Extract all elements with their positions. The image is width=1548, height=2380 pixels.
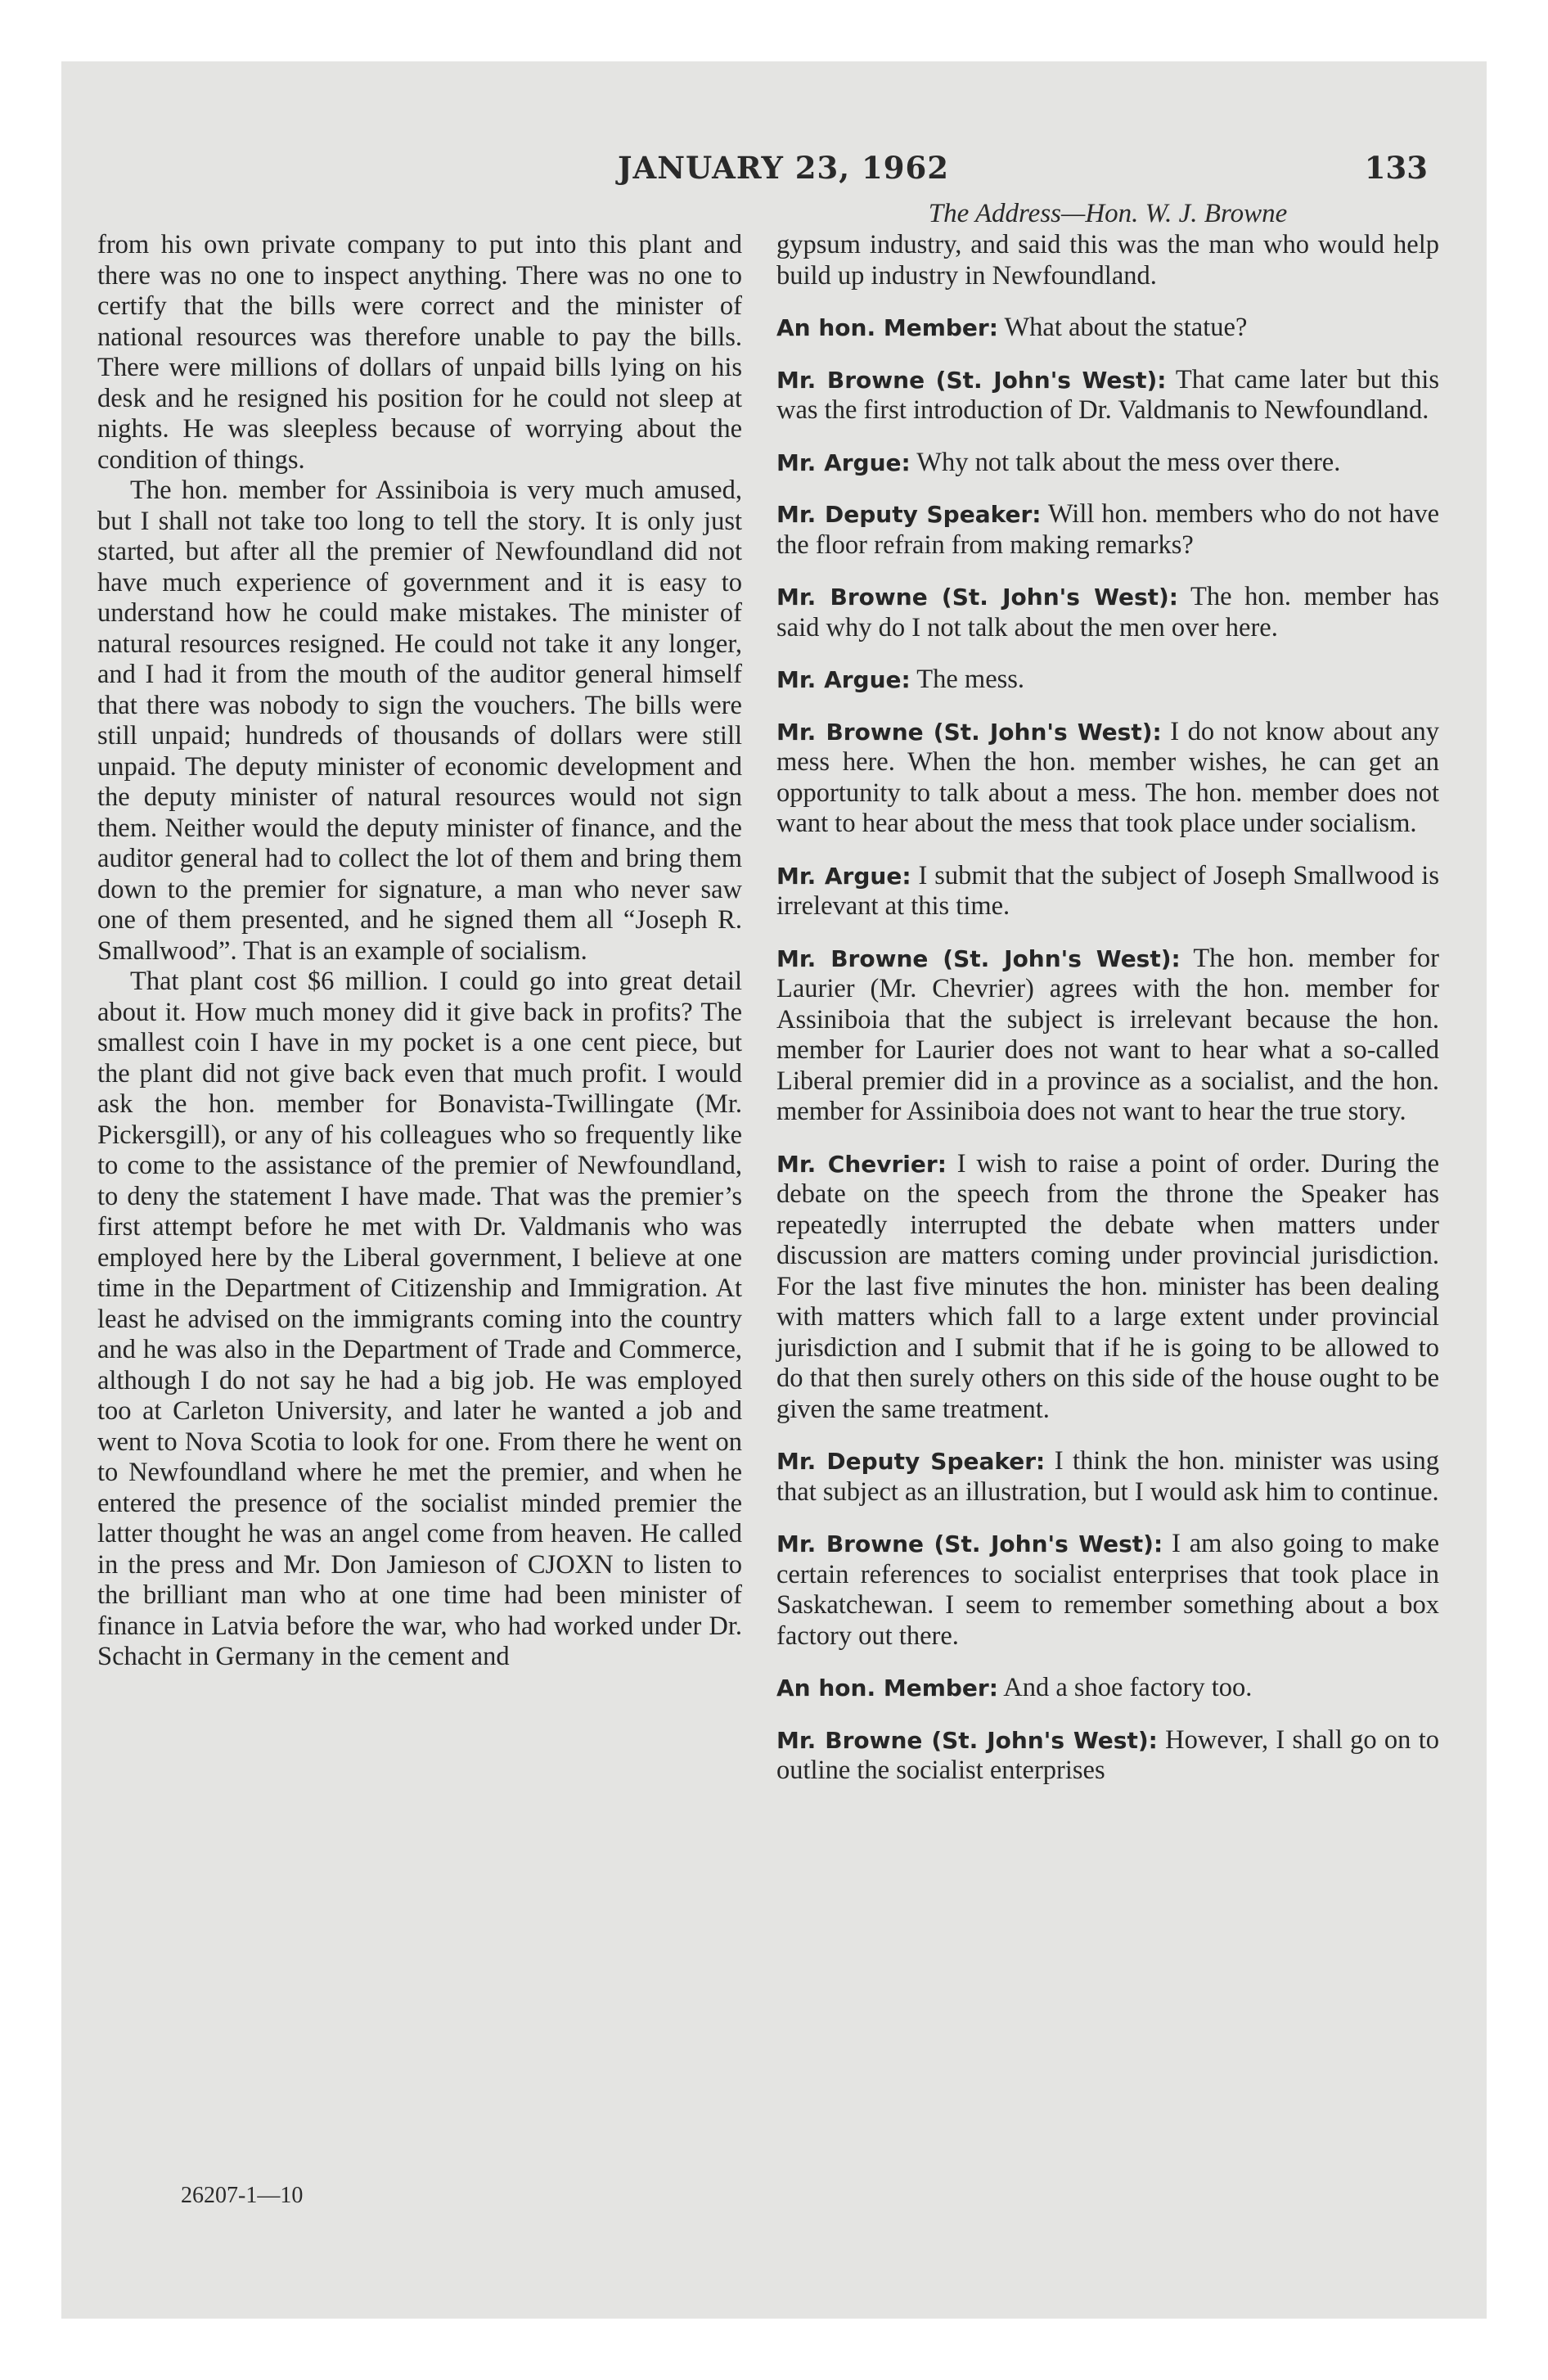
speech-text: However, I shall go on to outline the socialist enterprises xyxy=(776,1724,1440,1785)
speech-paragraph xyxy=(776,1529,1439,1652)
speaker-name: Mr. Deputy Speaker: xyxy=(776,1448,1046,1475)
speech-text: I wish to raise a point of order. During the debate on the speech from the throne the Speaker has repeatedly interrupted the debate when matters under discussion are matters coming under provincial jurisdiction. For the last five minutes the hon. minister has been dealing with matters which fall to a large extent under provincial jurisdiction and I submit that if he is going to be allowed to do that then surely others on this side of the house ought to be given the same treatment. xyxy=(776,1148,1439,1424)
signature-mark: 26207-1—10 xyxy=(181,2183,304,2208)
speaker-name: An hon. Member: xyxy=(776,314,998,341)
speaker-name: Mr. Browne (St. John's West): xyxy=(776,1530,1163,1557)
document-page xyxy=(61,61,1487,2319)
speech-text: What about the statue? xyxy=(1004,313,1248,342)
speech-text: The hon. member has said why do I not talk about the men over here. xyxy=(776,582,1440,642)
speech-paragraph xyxy=(776,448,1439,479)
running-head: The Address—Hon. W. J. Browne xyxy=(928,199,1288,228)
speech-text: The mess. xyxy=(916,665,1025,694)
speech-paragraph xyxy=(776,1725,1439,1787)
speech-paragraph xyxy=(776,861,1439,922)
speech-text: The hon. member for Laurier (Mr. Chevrier) agrees with the hon. member for Assiniboia that the subject is irrelevant because the hon. member for Laurier does not want to hear what a so-called Liberal premier did in a province as a socialist, and the hon. member for Assiniboia does not want to hear the true story. xyxy=(776,943,1440,1126)
speaker-name: Mr. Argue: xyxy=(776,666,911,693)
right-column xyxy=(776,230,1439,1808)
speaker-name: Mr. Browne (St. John's West): xyxy=(776,944,1181,972)
speech-paragraph xyxy=(776,665,1439,696)
speaker-name: An hon. Member: xyxy=(776,1675,998,1702)
page-header xyxy=(61,150,1487,186)
paragraph-text: gypsum industry, and said this was the man who would help build up industry in Newfoundland. xyxy=(776,230,1439,291)
speech-paragraph xyxy=(776,1446,1439,1508)
left-paragraph-2: The hon. member for Assiniboia is very much amused, but I shall not take too long to tell the story. It is only just started, but after all the premier of Newfoundland did not have much experience of government and it is easy to understand how he could make mistakes. The minister of natural resources resigned. He could not take it any longer, and I had it from the mouth of the auditor general himself that there was nobody to sign the vouchers. The bills were still unpaid; hundreds of thousands of dollars were still unpaid. The deputy minister of economic development and the deputy minister of natural resources would not sign them. Neither would the deputy minister of finance, and the auditor general had to collect the lot of them and bring them down to the premier for signature, a man who never saw one of them presented, and he signed them all “Joseph R. Smallwood”. That is an example of socialism. xyxy=(97,476,742,966)
speech-paragraph xyxy=(776,1149,1439,1426)
speech-text: That came later but this was the first introduction of Dr. Valdmanis to Newfoundland. xyxy=(776,364,1439,425)
speaker-name: Mr. Browne (St. John's West): xyxy=(776,366,1167,394)
left-paragraph-3: That plant cost $6 million. I could go into great detail about it. How much money did it give back in profits? The smallest coin I have in my pocket is a one cent piece, but the plant did not give back even that much profit. I would ask the hon. member for Bonavista-Twillingate (Mr. Pickersgill), or any of his colleagues who so frequently like to come to the assistance of the premier of Newfoundland, to deny the statement I have made. That was the premier’s first attempt before he met with Dr. Valdmanis who was employed here by the Liberal government, I believe at one time in the Department of Citizenship and Immigration. At least he advised on the immigrants coming into the country and he was also in the Department of Trade and Commerce, although I do not say he had a big job. He was employed too at Carleton University, and later he wanted a job and went to Nova Scotia to look for one. From there he went on to Newfoundland where he met the premier, and when he entered the presence of the socialist minded premier the latter thought he was an angel come from heaven. He called in the press and Mr. Don Jamieson of CJOXN to listen to the brilliant man who at one time had been minister of finance in Latvia before the war, who had worked under Dr. Schacht in Germany in the cement and xyxy=(97,967,742,1671)
left-column xyxy=(97,230,742,2276)
speaker-name: Mr. Browne (St. John's West): xyxy=(776,1726,1158,1754)
speech-paragraph xyxy=(776,717,1439,840)
speaker-name: Mr. Deputy Speaker: xyxy=(776,501,1042,528)
speech-text: I do not know about any mess here. When the hon. member wishes, he can get an opportunity to talk about a mess. The hon. member does not want to hear about the mess that took place under socialism. xyxy=(776,716,1440,838)
speech-paragraph xyxy=(776,582,1439,643)
speech-paragraph xyxy=(776,365,1439,426)
left-paragraph-1: from his own private company to put into this plant and there was no one to inspect anything. There was no one to certify that the bills were correct and the minister of national resources was therefore unable to pay the bills. There were millions of dollars of unpaid bills lying on his desk and he resigned his position for he could not sleep at nights. He was sleepless because of worrying about the condition of things. xyxy=(97,230,742,475)
speech-text: And a shoe factory too. xyxy=(1003,1673,1253,1702)
speech-text: I submit that the subject of Joseph Smallwood is irrelevant at this time. xyxy=(776,860,1439,921)
page-number: 133 xyxy=(1364,150,1428,186)
speaker-name: Mr. Browne (St. John's West): xyxy=(776,584,1179,611)
speech-text: Will hon. members who do not have the floor refrain from making remarks? xyxy=(776,499,1439,560)
speech-paragraph xyxy=(776,499,1439,561)
speech-paragraph xyxy=(776,1673,1439,1704)
speaker-name: Mr. Chevrier: xyxy=(776,1150,947,1178)
speech-text: I think the hon. minister was using that subject as an illustration, but I would ask him to continue. xyxy=(776,1446,1439,1507)
right-paragraph-continuation xyxy=(776,230,1439,291)
speech-text: Why not talk about the mess over there. xyxy=(916,447,1341,477)
speech-text: I am also going to make certain references to socialist enterprises that took place in Saskatchewan. I seem to remember something about a box factory out there. xyxy=(776,1529,1440,1651)
speech-paragraph xyxy=(776,944,1439,1128)
speaker-name: Mr. Argue: xyxy=(776,862,911,890)
header-date: JANUARY 23, 1962 xyxy=(618,150,950,186)
speaker-name: Mr. Browne (St. John's West): xyxy=(776,718,1162,746)
speaker-name: Mr. Argue: xyxy=(776,449,911,476)
speech-paragraph xyxy=(776,313,1439,344)
